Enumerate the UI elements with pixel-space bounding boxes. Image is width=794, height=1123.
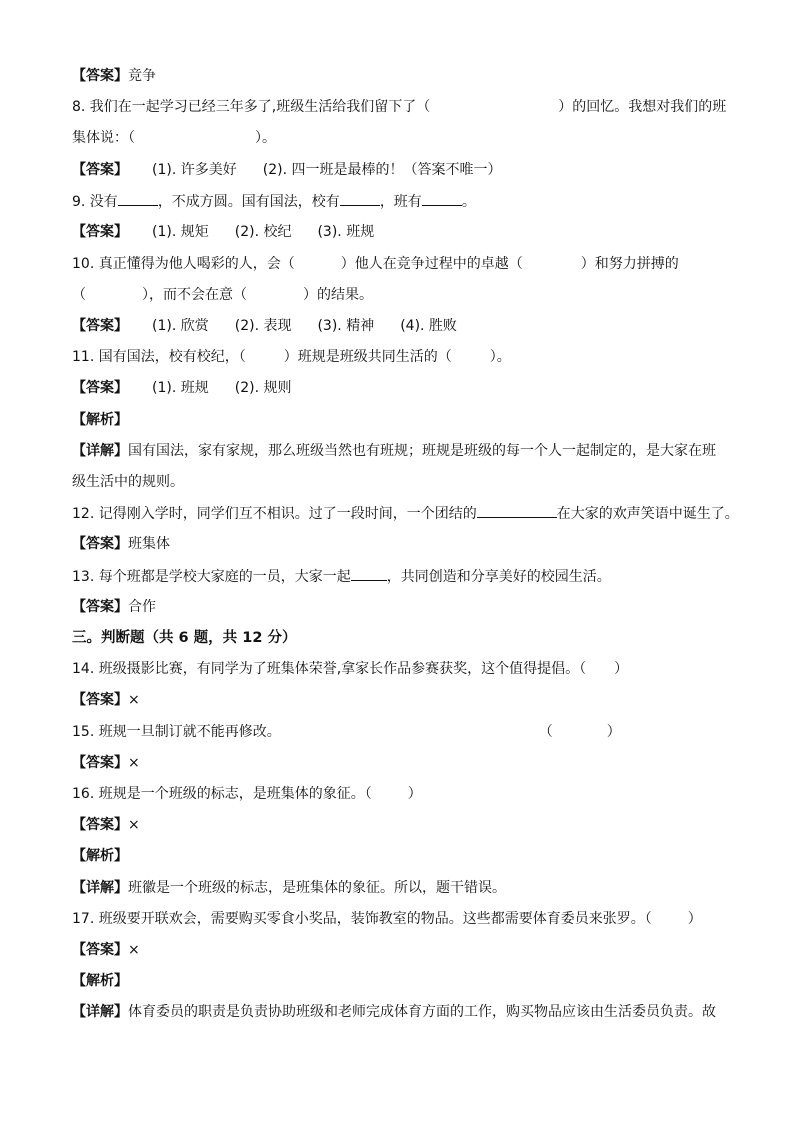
answer-text: ×	[128, 817, 140, 833]
question-text: 16. 班规是一个班级的标志，是班集体的象征。（	[72, 786, 372, 802]
question-9	[72, 191, 734, 212]
question-text: ）。	[255, 130, 276, 146]
question-text: （	[72, 287, 86, 303]
question-text: ）	[687, 911, 702, 927]
question-text: 14. 班级摄影比赛，有同学为了班集体荣誉,拿家长作品参赛获奖，这个值得提倡。（	[72, 661, 587, 677]
analysis-tag: 【解析】	[72, 848, 128, 864]
question-text: 在大家的欢声笑语中诞生了。	[556, 506, 739, 522]
question-text: ）和努力拼搏的	[580, 256, 679, 272]
answer-item: (3). 班规	[317, 224, 375, 240]
question-text: 8. 我们在一起学习已经三年多了,班级生活给我们留下了（	[72, 99, 431, 115]
question-15	[72, 722, 734, 742]
answer-item: (1). 欣赏	[152, 318, 209, 334]
question-text: 9. 没有	[72, 194, 118, 210]
question-text: 。	[461, 194, 476, 210]
analysis-label	[72, 971, 734, 991]
detail-text: 体育委员的职责是负责协助班级和老师完成体育方面的工作，购买物品应该由生活委员负责。故	[128, 1004, 716, 1020]
answer-line	[72, 534, 734, 554]
answer-text: ×	[128, 942, 140, 958]
fill-blank	[422, 191, 462, 206]
answer-tag: 【答案】	[72, 224, 128, 240]
answer-tag: 【答案】	[72, 380, 128, 396]
answer-tag: 【答案】	[72, 942, 128, 958]
question-text: 12. 记得刚入学时，同学们互不相识。过了一段时间，一个团结的	[72, 506, 477, 522]
analysis-tag: 【解析】	[72, 973, 128, 989]
detail-line	[72, 1002, 734, 1022]
answer-item: (2). 四一班是最棒的！（答案不唯一）	[262, 162, 502, 178]
answer-line	[72, 940, 734, 960]
question-text: ）	[614, 661, 629, 677]
answer-text: 合作	[128, 599, 156, 615]
question-8-cont	[72, 128, 734, 148]
section-heading: 三。判断题（共 6 题，共 12 分）	[72, 630, 297, 646]
answer-item: (1). 班规	[152, 380, 209, 396]
answer-text: ×	[128, 692, 140, 708]
question-text: ）	[407, 786, 422, 802]
answer-tag: 【答案】	[72, 318, 128, 334]
answer-text: 竞争	[128, 68, 156, 84]
analysis-label	[72, 846, 734, 866]
fill-blank	[118, 191, 158, 206]
question-17	[72, 909, 734, 929]
question-11	[72, 347, 734, 367]
answer-line	[72, 378, 734, 398]
answer-item: (1). 许多美好	[152, 162, 237, 178]
answer-item: (2). 校纪	[234, 224, 292, 240]
question-text: 集体说：（	[72, 130, 135, 146]
answer-item: (2). 规则	[234, 380, 292, 396]
question-text: （	[538, 724, 553, 740]
question-12	[72, 503, 739, 524]
fill-blank	[340, 191, 380, 206]
detail-line	[72, 878, 734, 898]
question-text: ）的结果。	[303, 287, 373, 303]
question-text: 17. 班级要开联欢会，需要购买零食小奖品，装饰教室的物品。这些都需要体育委员来张罗。（	[72, 911, 652, 927]
question-10	[72, 254, 734, 274]
answer-line	[72, 66, 734, 86]
answer-item: (3). 精神	[317, 318, 375, 334]
detail-text: 国有国法，家有家规，那么班级当然也有班规；班规是班级的每一个人一起制定的，是大家在班	[128, 443, 716, 459]
answer-tag: 【答案】	[72, 817, 128, 833]
answer-tag: 【答案】	[72, 536, 128, 552]
fill-blank	[477, 503, 557, 518]
answer-line	[72, 160, 734, 180]
answer-line	[72, 597, 734, 617]
answer-tag: 【答案】	[72, 162, 128, 178]
answer-text: 班集体	[128, 536, 170, 552]
detail-tag: 【详解】	[72, 1004, 128, 1020]
answer-tag: 【答案】	[72, 755, 128, 771]
detail-line-cont	[72, 472, 734, 492]
question-text: ）的回忆。我想对我们的班	[558, 99, 727, 115]
answer-tag: 【答案】	[72, 68, 128, 84]
detail-tag: 【详解】	[72, 880, 128, 896]
detail-text: 级生活中的规则。	[72, 474, 184, 490]
answer-line	[72, 815, 734, 835]
question-8	[72, 97, 734, 117]
question-16	[72, 784, 734, 804]
question-13	[72, 566, 734, 587]
analysis-tag: 【解析】	[72, 412, 128, 428]
detail-text: 班徽是一个班级的标志，是班集体的象征。所以，题干错误。	[128, 880, 506, 896]
question-text: 10. 真正懂得为他人喝彩的人，会（	[72, 256, 295, 272]
answer-line	[72, 690, 734, 710]
question-text: ，班有	[379, 194, 422, 210]
question-text: 11. 国有国法，校有校纪，（	[72, 349, 246, 365]
answer-line	[72, 222, 734, 242]
answer-tag: 【答案】	[72, 599, 128, 615]
question-10-cont	[72, 285, 734, 305]
answer-item: (1). 规矩	[152, 224, 209, 240]
detail-line	[72, 441, 734, 461]
question-text: ，不成方圆。国有国法，校有	[157, 194, 340, 210]
answer-item: (2). 表现	[234, 318, 292, 334]
fill-blank	[351, 566, 387, 581]
question-text: ，共同创造和分享美好的校园生活。	[386, 569, 611, 585]
question-text: ）班规是班级共同生活的（	[283, 349, 452, 365]
question-text: ）。	[489, 349, 511, 365]
answer-line	[72, 753, 734, 773]
detail-tag: 【详解】	[72, 443, 128, 459]
question-text: ）他人在竞争过程中的卓越（	[340, 256, 523, 272]
answer-text: ×	[128, 755, 140, 771]
answer-tag: 【答案】	[72, 692, 128, 708]
question-text: ），而不会在意（	[142, 287, 247, 303]
question-text: 15. 班规一旦制订就不能再修改。	[72, 724, 281, 740]
question-text: ）	[606, 724, 621, 740]
question-text: 13. 每个班都是学校大家庭的一员，大家一起	[72, 569, 351, 585]
answer-line	[72, 316, 734, 336]
answer-item: (4). 胜败	[400, 318, 457, 334]
analysis-label	[72, 410, 734, 430]
question-14	[72, 659, 734, 679]
